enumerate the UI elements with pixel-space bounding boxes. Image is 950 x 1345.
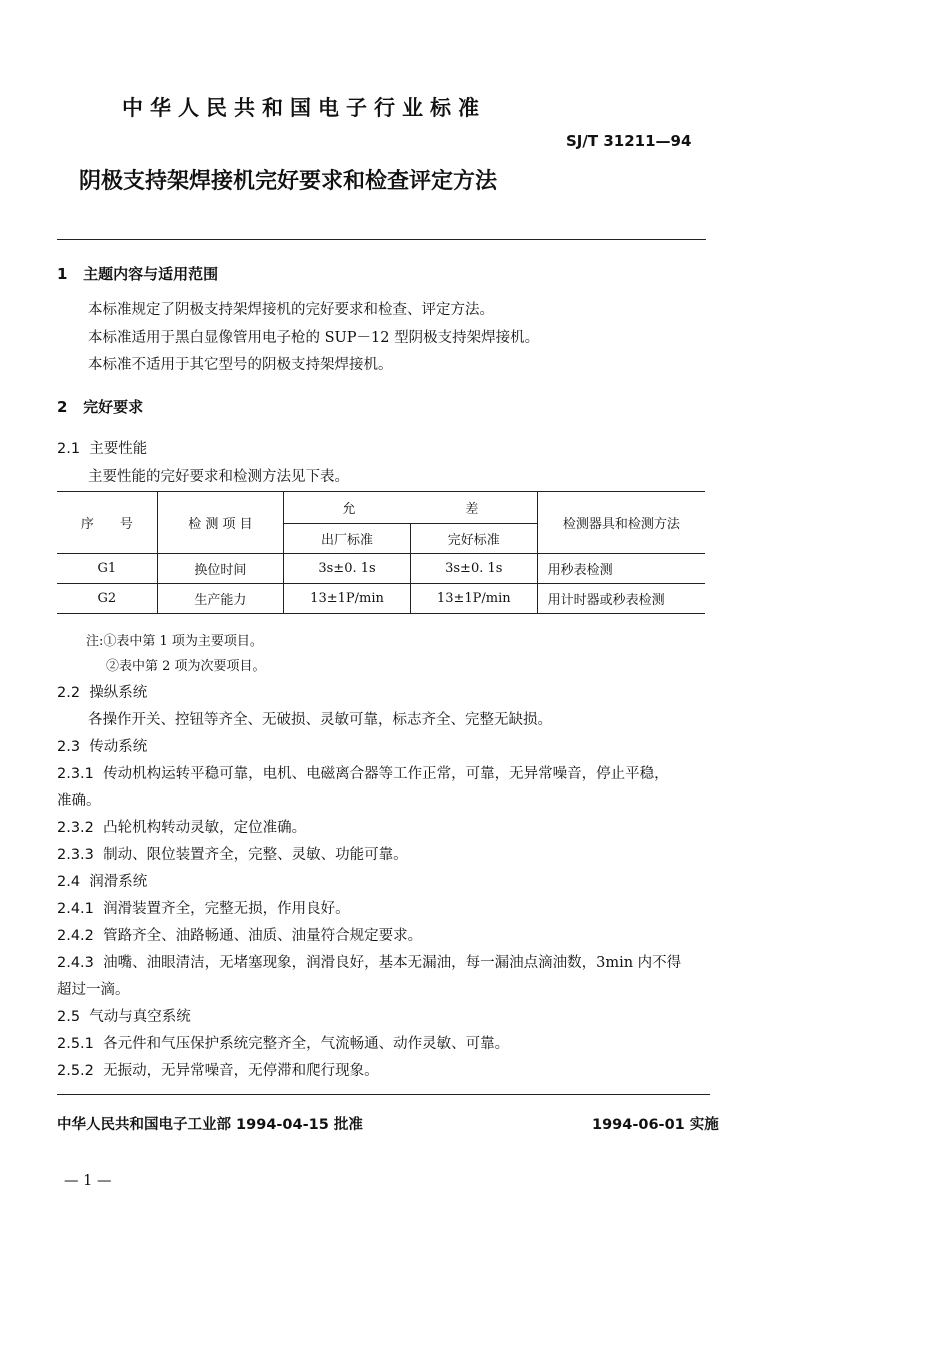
section-number: 2 [57, 398, 68, 416]
clause-number: 2.4.2 [57, 928, 94, 944]
page-number: — 1 — [64, 1173, 112, 1189]
clause-number: 2.5.1 [57, 1036, 94, 1052]
section-2-heading [57, 396, 143, 417]
table-row [57, 554, 705, 584]
document-title: 阴极支持架焊接机完好要求和检查评定方法 [79, 169, 498, 194]
section-title: 主题内容与适用范围 [83, 265, 219, 283]
section-number: 2.5 [57, 1009, 81, 1025]
table-note-2: ②表中第 2 项为次要项目。 [106, 659, 266, 674]
clause-2-4-2 [57, 924, 422, 945]
approval-line: 中华人民共和国电子工业部 1994-04-15 批准 [57, 1117, 363, 1133]
subsection-2-3-heading [57, 735, 147, 756]
clause-2-3-2 [57, 816, 306, 837]
subsection-2-4-heading [57, 870, 147, 891]
tolerance-label-right: 差 [465, 502, 479, 517]
clause-text: 润滑装置齐全，完整无损，作用良好。 [103, 901, 350, 917]
col-seq-header: 序 号 [57, 492, 157, 554]
cell-item: 生产能力 [157, 584, 283, 614]
tolerance-label-left: 允 [342, 502, 356, 517]
clause-text: 无振动，无异常噪音，无停滞和爬行现象。 [103, 1063, 379, 1079]
clause-number: 2.4.3 [57, 955, 94, 971]
clause-number: 2.5.2 [57, 1063, 94, 1079]
section-title: 气动与真空系统 [89, 1009, 191, 1025]
paragraph: 本标准规定了阴极支持架焊接机的完好要求和检查、评定方法。 [88, 302, 494, 318]
clause-2-5-2 [57, 1059, 379, 1080]
section-title: 操纵系统 [89, 685, 148, 701]
subsection-2-1-heading [57, 437, 147, 458]
header-divider [57, 239, 706, 240]
paragraph: 本标准适用于黑白显像管用电子枪的 SUP－12 型阴极支持架焊接机。 [88, 330, 540, 346]
clause-2-4-3 [57, 951, 681, 972]
clause-2-5-1 [57, 1032, 509, 1053]
cell-method: 用计时器或秒表检测 [537, 584, 705, 614]
section-title: 主要性能 [89, 441, 148, 457]
table-row [57, 584, 705, 614]
clause-2-3-1-continued: 准确。 [57, 793, 101, 809]
performance-table [57, 491, 705, 614]
clause-text: 油嘴、油眼清洁，无堵塞现象，润滑良好，基本无漏油，每一漏油点滴油数，3min 内不得 [103, 955, 682, 971]
cell-factory: 3s±0. 1s [284, 554, 411, 584]
clause-2-3-3 [57, 843, 408, 864]
section-number: 2.3 [57, 739, 81, 755]
cell-seq: G1 [57, 554, 157, 584]
subsection-2-2-heading [57, 681, 147, 702]
section-number: 2.4 [57, 874, 81, 890]
col-tolerance-header [284, 492, 538, 524]
table-header-row [57, 492, 705, 524]
clause-text: 管路齐全、油路畅通、油质、油量符合规定要求。 [103, 928, 423, 944]
cell-method: 用秒表检测 [537, 554, 705, 584]
cell-seq: G2 [57, 584, 157, 614]
clause-2-4-3-continued: 超过一滴。 [57, 982, 130, 998]
cell-good: 3s±0. 1s [410, 554, 537, 584]
col-item-header: 检 测 项 目 [157, 492, 283, 554]
section-number: 2.2 [57, 685, 81, 701]
clause-text: 各元件和气压保护系统完整齐全，气流畅通、动作灵敏、可靠。 [103, 1036, 510, 1052]
clause-number: 2.3.1 [57, 766, 94, 782]
standard-code: SJ/T 31211—94 [566, 132, 692, 150]
col-factory-header: 出厂标准 [284, 524, 411, 554]
section-title: 润滑系统 [89, 874, 148, 890]
clause-2-3-1 [57, 762, 669, 783]
cell-item: 换位时间 [157, 554, 283, 584]
clause-number: 2.3.3 [57, 847, 94, 863]
clause-2-4-1 [57, 897, 350, 918]
paragraph: 本标准不适用于其它型号的阴极支持架焊接机。 [88, 357, 393, 373]
col-method-header: 检测器具和检测方法 [537, 492, 705, 554]
section-title: 传动系统 [89, 739, 148, 755]
section-number: 2.1 [57, 441, 81, 457]
clause-text: 传动机构运转平稳可靠，电机、电磁离合器等工作正常，可靠，无异常噪音，停止平稳， [103, 766, 669, 782]
clause-number: 2.4.1 [57, 901, 94, 917]
clause-text: 制动、限位装置齐全，完整、灵敏、功能可靠。 [103, 847, 408, 863]
clause-number: 2.3.2 [57, 820, 94, 836]
implementation-date: 1994-06-01 实施 [592, 1117, 719, 1133]
section-number: 1 [57, 265, 68, 283]
footer-divider [57, 1094, 710, 1095]
cell-good: 13±1P/min [410, 584, 537, 614]
col-good-header: 完好标准 [410, 524, 537, 554]
subsection-2-5-heading [57, 1005, 191, 1026]
paragraph: 各操作开关、控钮等齐全、无破损、灵敏可靠，标志齐全、完整无缺损。 [88, 712, 552, 728]
paragraph: 主要性能的完好要求和检测方法见下表。 [88, 469, 349, 485]
standard-category: 中华人民共和国电子行业标准 [122, 96, 486, 120]
clause-text: 凸轮机构转动灵敏，定位准确。 [103, 820, 307, 836]
cell-factory: 13±1P/min [284, 584, 411, 614]
table-note-1: 注:①表中第 1 项为主要项目。 [86, 634, 263, 649]
section-1-heading [57, 263, 218, 284]
section-title: 完好要求 [83, 398, 144, 416]
